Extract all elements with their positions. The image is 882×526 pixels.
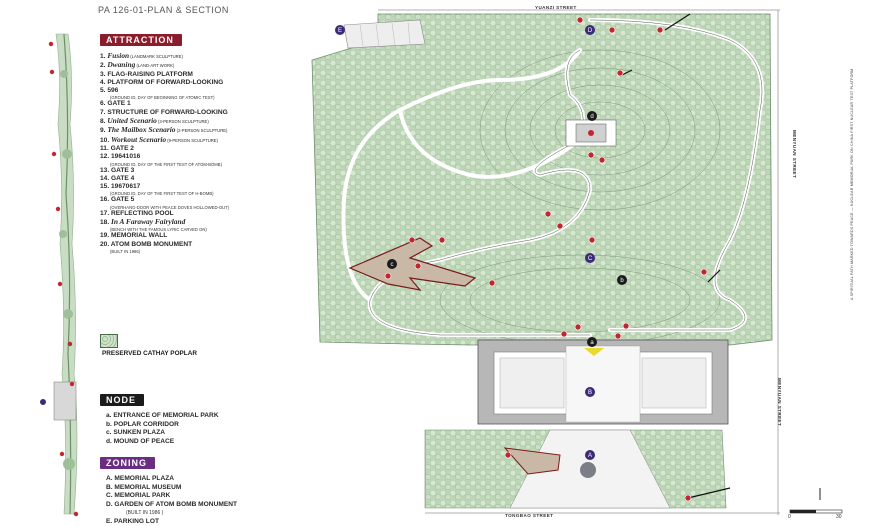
zone-badge	[585, 253, 595, 263]
attraction-item-note: (BENCH WITH THE FAMOUS LYRIC CARVED ON)	[110, 227, 207, 233]
attraction-number: 11.	[100, 144, 111, 152]
zone-badge	[335, 25, 345, 35]
attraction-number: 3.	[100, 70, 108, 78]
attraction-marker	[415, 263, 421, 269]
zoning-item-note: (BUILT IN 1986 )	[126, 510, 164, 516]
mound-of-peace	[566, 120, 616, 146]
attraction-marker	[615, 333, 621, 339]
attraction-name: Workout Scenario	[111, 134, 167, 144]
street-top-label: YUANZI STREET	[535, 5, 577, 10]
attraction-note: (9-PERSON SCULPTURE)	[166, 137, 218, 143]
attraction-number: 1.	[100, 53, 108, 60]
zoning-list	[100, 475, 237, 526]
zoning-legend	[100, 453, 237, 526]
attraction-marker	[657, 27, 663, 33]
attraction-note: (LANDMARK SCULPTURE)	[129, 54, 183, 59]
attraction-name: MEMORIAL WALL	[111, 232, 168, 240]
zone-badge-label: D	[587, 28, 593, 35]
attraction-number: 5.	[100, 87, 108, 95]
node-badge	[587, 111, 597, 121]
attraction-marker	[588, 152, 594, 158]
scale-bar	[786, 480, 846, 520]
attraction-marker	[589, 237, 595, 243]
attraction-marker	[505, 452, 511, 458]
attraction-item-note: (BUILT IN 1986)	[110, 248, 141, 254]
attraction-name: GATE 4	[111, 174, 135, 182]
attraction-marker	[545, 211, 551, 217]
attraction-marker	[599, 157, 605, 163]
attraction-number: 9.	[100, 127, 108, 135]
attraction-number: 18.	[100, 219, 111, 227]
attraction-item-note: (GROUND ID, DAY OF THE FIRST TEST OF ATOM-BOMB)	[110, 161, 222, 167]
zoning-item: D. GARDEN OF ATOM BOMB MONUMENT	[106, 500, 238, 508]
node-badge-label: a	[590, 340, 594, 347]
zoning-item: A. MEMORIAL PLAZA	[106, 475, 175, 482]
attraction-number: 16.	[100, 196, 111, 204]
node-badge	[387, 259, 397, 269]
attraction-name: FLAG-RAISING PLATFORM	[107, 70, 193, 78]
street-bottom-label: TONGBAO STREET	[505, 513, 554, 518]
attraction-marker	[609, 27, 615, 33]
attraction-item-note: (GROUND ID, DAY OF BEGINNING OF ATOMIC TEST)	[110, 95, 215, 101]
attraction-name: STRUCTURE OF FORWARD-LOOKING	[107, 108, 228, 116]
zoning-item: E. PARKING LOT	[106, 517, 159, 525]
parking-lot	[344, 20, 425, 48]
page-title: PA 126-01-PLAN & SECTION	[98, 5, 229, 15]
attraction-number: 4.	[100, 78, 108, 86]
zoning-heading: ZONING	[100, 457, 155, 469]
node-item: c. SUNKEN PLAZA	[106, 429, 165, 436]
node-badge	[587, 337, 597, 347]
attraction-marker	[575, 324, 581, 330]
zone-badge	[585, 25, 595, 35]
zone-badge-label: E	[337, 28, 343, 35]
attraction-name: The Mailbox Scenario	[107, 125, 176, 135]
zoning-item: B. MEMORIAL MUSEUM	[106, 483, 182, 491]
node-legend	[100, 390, 219, 446]
attraction-number: 14.	[100, 174, 111, 182]
attraction-note: (3-PERSON SCULPTURE)	[156, 119, 209, 125]
attraction-number: 19.	[100, 232, 111, 240]
attraction-marker	[561, 331, 567, 337]
attraction-name: Dwaning	[107, 60, 136, 70]
attraction-name: REFLECTING POOL	[111, 209, 174, 217]
street-right-upper-label: MENYUAN STREET	[792, 130, 797, 179]
zone-badge-label: A	[587, 453, 593, 460]
node-badge-label: c	[390, 262, 394, 269]
preserved-poplar-legend	[100, 334, 197, 357]
preserved-poplar-label: PRESERVED CATHAY POPLAR	[102, 350, 197, 357]
attraction-marker	[439, 237, 445, 243]
attraction-number: 10.	[100, 136, 111, 144]
attraction-number: 2.	[100, 62, 108, 70]
street-right-lower-label: MENYUAN STREET	[777, 378, 782, 427]
attraction-name: ATOM BOMB MONUMENT	[110, 240, 193, 248]
attraction-note: (LAND-ART WORK)	[135, 63, 175, 69]
node-heading: NODE	[100, 394, 144, 406]
zone-badge-label: C	[587, 256, 593, 263]
attraction-name: GATE 5	[111, 196, 135, 204]
poplar-swatch-icon	[100, 334, 118, 348]
attraction-name: 19641016	[111, 153, 141, 161]
attraction-marker	[685, 495, 691, 501]
attraction-name: GATE 1	[107, 100, 131, 108]
attraction-number: 17.	[100, 209, 111, 217]
node-item: a. ENTRANCE OF MEMORIAL PARK	[106, 412, 219, 419]
node-badge-label: b	[620, 278, 624, 285]
attraction-marker	[623, 323, 629, 329]
memorial-museum	[478, 340, 728, 424]
attraction-name: GATE 3	[111, 166, 135, 174]
zone-badge	[585, 450, 595, 460]
attraction-name: GATE 2	[110, 144, 134, 152]
attraction-marker	[409, 237, 415, 243]
attraction-number: 7.	[100, 108, 108, 116]
attraction-name: 596	[107, 87, 119, 95]
node-badge-label: d	[590, 114, 594, 121]
node-item: d. MOUND OF PEACE	[106, 437, 175, 445]
scale-zero: 0	[788, 514, 791, 520]
attraction-marker	[577, 17, 583, 23]
attraction-name: United Scenario	[107, 116, 157, 126]
attraction-marker	[489, 280, 495, 286]
side-note: A SPIRITUAL PATH MARKED TOWARDS PEACE — NUCLEAR MEMORIAL PARK ON CHINA FIRST NUCLEAR TEST PLATFORM	[850, 68, 854, 300]
node-badge	[617, 275, 627, 285]
attraction-marker	[701, 269, 707, 275]
attraction-name: 19670617	[111, 183, 141, 191]
attraction-number: 12.	[100, 153, 111, 161]
attraction-number: 13.	[100, 166, 111, 174]
attraction-number: 6.	[100, 100, 108, 108]
site-plan	[260, 0, 800, 526]
node-item: b. POPLAR CORRIDOR	[106, 420, 179, 428]
attraction-name: Fusion	[107, 51, 130, 60]
attraction-number: 20.	[100, 240, 111, 248]
scale-max: 30	[836, 514, 842, 520]
attraction-name: PLATFORM OF FORWARD-LOOKING	[107, 78, 224, 86]
attraction-marker	[617, 70, 623, 76]
attraction-marker	[557, 223, 563, 229]
attraction-note: (2-PERSON SCULPTURE)	[175, 128, 228, 134]
zoning-item: C. MEMORIAL PARK	[106, 492, 171, 499]
attraction-marker	[385, 273, 391, 279]
zone-badge	[585, 387, 595, 397]
node-list	[100, 412, 219, 446]
park-vegetation	[312, 14, 772, 345]
attraction-number: 8.	[100, 118, 108, 126]
attraction-heading: ATTRACTION	[100, 34, 182, 46]
attraction-number: 15.	[100, 183, 111, 191]
attraction-item-note: (GROUND ID, DAY OF THE FIRST TEST OF H-BOMB)	[110, 191, 214, 197]
zone-badge-label: B	[587, 390, 593, 397]
section-strip	[34, 14, 96, 520]
attraction-name: In A Faraway Fairyland	[111, 217, 186, 227]
attraction-item-note: (OVERHANG-DOOR WITH PEACE DOVES HOLLOWED-OUT)	[110, 204, 230, 210]
